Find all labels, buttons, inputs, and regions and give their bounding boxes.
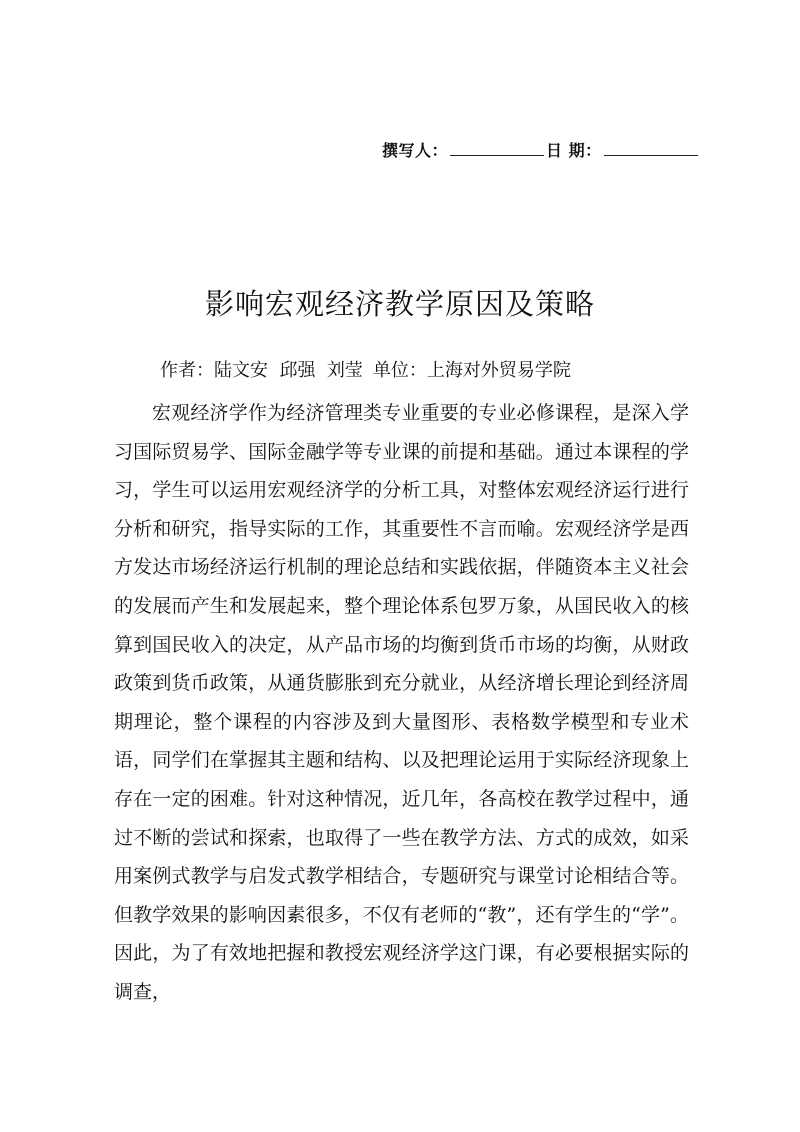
header-signature-line [382,138,700,161]
author-label: 作者： [160,360,214,381]
author-blank-field [450,141,544,156]
unit-name: 上海对外贸易学院 [426,360,571,381]
author-field-label: 撰写人： [382,141,449,160]
document-title: 影响宏观经济教学原因及策略 [204,287,595,321]
unit-label: 单位： [372,360,427,381]
author-info-line [160,356,581,382]
date-blank-field [604,141,698,156]
body-paragraph: 宏观经济学作为经济管理类专业重要的专业必修课程，是深入学习国际贸易学、国际金融学等专业课的前提和基础。通过本课程的学习，学生可以运用宏观经济学的分析工具，对整体宏观经济运行进行分析和研究，指导实际的工作，其重要性不言而喻。宏观经济学是西方发达市场经济运行机制的理论总结和实践依据，伴随资本主义社会的发展而产生和发展起来，整个理论体系包罗万象，从国民收入的核算到国民收入的决定，从产品市场的均衡到货币市场的均衡，从财政政策到货币政策，从通货膨胀到充分就业，从经济增长理论到经济周期理论，整个课程的内容涉及到大量图形、表格数学模型和专业术语，同学们在掌握其主题和结构、以及把理论运用于实际经济现象上存在一定的困难。针对这种情况，近几年，各高校在教学过程中，通过不断的尝试和探索，也取得了一些在教学方法、方式的成效，如采用案例式教学与启发式教学相结合，专题研究与课堂讨论相结合等。但教学效果的影响因素很多，不仅有老师的“教”，还有学生的“学”。因此，为了有效地把握和教授宏观经济学这门课，有必要根据实际的调查， [114,402,689,1003]
author-names: 陆文安 邱强 刘莹 [214,360,363,381]
date-field-label: 日 期： [546,141,602,160]
